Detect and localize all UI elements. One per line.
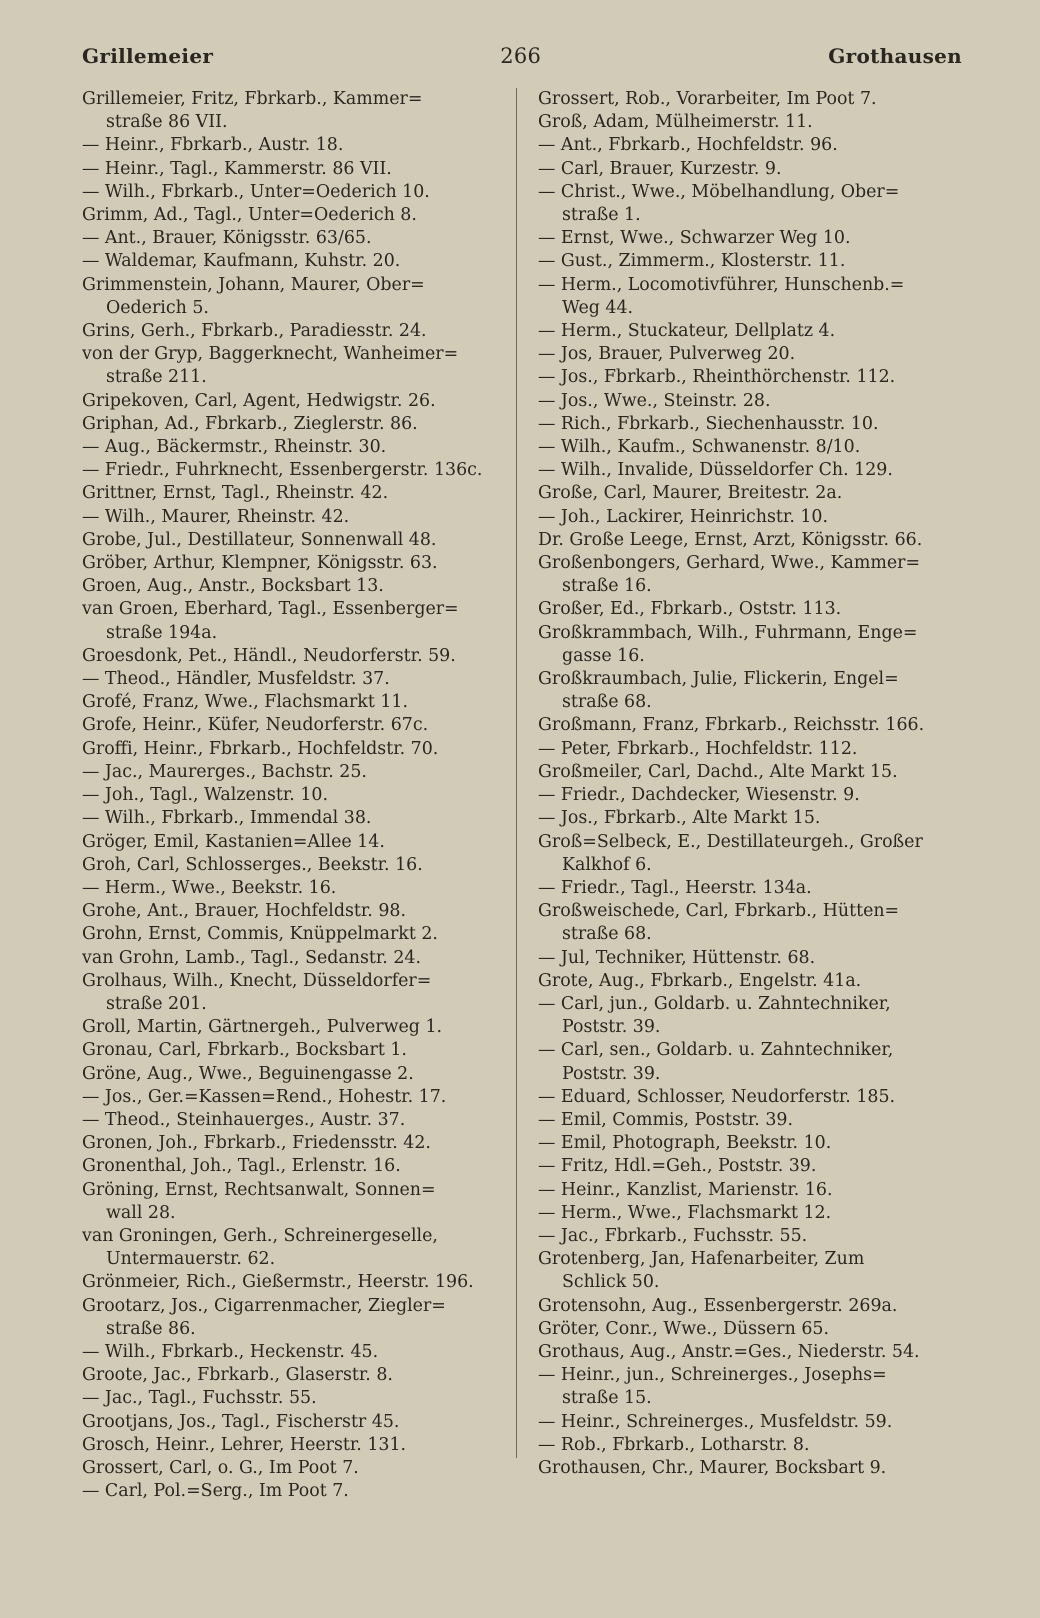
- running-head-left: Grillemeier: [82, 44, 214, 68]
- directory-entry: — Theod., Steinhauerges., Austr. 37.: [82, 1109, 406, 1130]
- directory-entry: Grittner, Ernst, Tagl., Rheinstr. 42.: [82, 483, 389, 504]
- directory-entry: — Friedr., Fuhrknecht, Essenbergerstr. 136c.: [82, 460, 483, 481]
- directory-entry: — Peter, Fbrkarb., Hochfeldstr. 112.: [538, 738, 858, 759]
- directory-entry: — Ant., Brauer, Königsstr. 63/65.: [82, 228, 372, 249]
- directory-entry: Großkraumbach, Julie, Flickerin, Engel=: [538, 669, 899, 690]
- directory-entry: van Groningen, Gerh., Schreinergeselle,: [82, 1225, 438, 1246]
- directory-entry: — Heinr., Schreinerges., Musfeldstr. 59.: [538, 1411, 893, 1432]
- directory-entry: — Ant., Fbrkarb., Hochfeldstr. 96.: [538, 135, 838, 156]
- directory-entry: — Wilh., Maurer, Rheinstr. 42.: [82, 506, 350, 527]
- directory-entry: Grootarz, Jos., Cigarrenmacher, Ziegler=: [82, 1295, 446, 1316]
- directory-entry: — Emil, Photograph, Beekstr. 10.: [538, 1133, 832, 1154]
- directory-entry: — Joh., Lackirer, Heinrichstr. 10.: [538, 506, 829, 527]
- directory-entry: Grimm, Ad., Tagl., Unter=Oederich 8.: [82, 205, 417, 226]
- directory-entry: Groß, Adam, Mülheimerstr. 11.: [538, 112, 813, 133]
- directory-entry: — Carl, Brauer, Kurzestr. 9.: [538, 158, 782, 179]
- directory-entry: — Joh., Tagl., Walzenstr. 10.: [82, 785, 329, 806]
- directory-entry: — Jos., Fbrkarb., Rheinthörchenstr. 112.: [538, 367, 896, 388]
- directory-entry: Grosch, Heinr., Lehrer, Heerstr. 131.: [82, 1434, 407, 1455]
- directory-entry: Grofé, Franz, Wwe., Flachsmarkt 11.: [82, 692, 409, 713]
- page-number: 266: [500, 44, 542, 68]
- directory-entry: Großweischede, Carl, Fbrkarb., Hütten=: [538, 901, 900, 922]
- directory-entry: von der Gryp, Baggerknecht, Wanheimer=: [82, 344, 459, 365]
- directory-entry: Grins, Gerh., Fbrkarb., Paradiesstr. 24.: [82, 321, 427, 342]
- directory-entry: Groll, Martin, Gärtnergeh., Pulverweg 1.: [82, 1017, 443, 1038]
- directory-entry: Gröber, Arthur, Klempner, Königsstr. 63.: [82, 553, 438, 574]
- directory-entry-continuation: Schlick 50.: [562, 1272, 660, 1293]
- directory-entry: Großer, Ed., Fbrkarb., Oststr. 113.: [538, 599, 842, 620]
- directory-entry: — Jac., Tagl., Fuchsstr. 55.: [82, 1388, 317, 1409]
- directory-entry-continuation: straße 86 VII.: [106, 112, 228, 133]
- directory-entry: Großmeiler, Carl, Dachd., Alte Markt 15.: [538, 761, 898, 782]
- directory-entry: — Herm., Wwe., Flachsmarkt 12.: [538, 1202, 832, 1223]
- directory-entry-continuation: straße 211.: [106, 367, 207, 388]
- directory-entry: — Gust., Zimmerm., Klosterstr. 11.: [538, 251, 846, 272]
- directory-entry: — Herm., Stuckateur, Dellplatz 4.: [538, 321, 836, 342]
- directory-entry-continuation: Oederich 5.: [106, 297, 209, 318]
- directory-entry: — Aug., Bäckermstr., Rheinstr. 30.: [82, 437, 387, 458]
- directory-entry: Groß=Selbeck, E., Destillateurgeh., Großer: [538, 831, 923, 852]
- directory-entry-continuation: straße 68.: [562, 692, 652, 713]
- directory-entry: Grotenberg, Jan, Hafenarbeiter, Zum: [538, 1249, 865, 1270]
- running-head-right: Grothausen: [828, 44, 962, 68]
- directory-entry: Gronenthal, Joh., Tagl., Erlenstr. 16.: [82, 1156, 401, 1177]
- directory-entry: Groote, Jac., Fbrkarb., Glaserstr. 8.: [82, 1365, 393, 1386]
- directory-entry-continuation: straße 16.: [562, 576, 652, 597]
- directory-entry: Gröne, Aug., Wwe., Beguinengasse 2.: [82, 1063, 414, 1084]
- directory-entry: — Ernst, Wwe., Schwarzer Weg 10.: [538, 228, 851, 249]
- directory-entry-continuation: straße 86.: [106, 1318, 196, 1339]
- directory-entry: Großenbongers, Gerhard, Wwe., Kammer=: [538, 553, 921, 574]
- directory-entry: Gronen, Joh., Fbrkarb., Friedensstr. 42.: [82, 1133, 431, 1154]
- directory-entry: — Wilh., Kaufm., Schwanenstr. 8/10.: [538, 437, 861, 458]
- directory-entry: Gröger, Emil, Kastanien=Allee 14.: [82, 831, 385, 852]
- directory-entry-continuation: wall 28.: [106, 1202, 176, 1223]
- directory-entry: Grillemeier, Fritz, Fbrkarb., Kammer=: [82, 89, 423, 109]
- directory-entry: — Heinr., Tagl., Kammerstr. 86 VII.: [82, 158, 392, 179]
- directory-entry-continuation: Weg 44.: [562, 297, 634, 318]
- directory-entry-continuation: straße 68.: [562, 924, 652, 945]
- directory-entry: — Jos., Fbrkarb., Alte Markt 15.: [538, 808, 821, 829]
- directory-entry-continuation: Kalkhof 6.: [562, 854, 652, 875]
- directory-entry: Grobe, Jul., Destillateur, Sonnenwall 48.: [82, 529, 437, 550]
- directory-entry: Groh, Carl, Schlosserges., Beekstr. 16.: [82, 854, 423, 875]
- directory-entry: — Jac., Fbrkarb., Fuchsstr. 55.: [538, 1225, 808, 1246]
- directory-entry: — Jos., Wwe., Steinstr. 28.: [538, 390, 771, 411]
- directory-entry: Groen, Aug., Anstr., Bocksbart 13.: [82, 576, 384, 597]
- directory-entry: — Jos., Ger.=Kassen=Rend., Hohestr. 17.: [82, 1086, 447, 1107]
- directory-entry: Groffi, Heinr., Fbrkarb., Hochfeldstr. 70.: [82, 738, 439, 759]
- directory-entry: — Carl, sen., Goldarb. u. Zahntechniker,: [538, 1040, 894, 1061]
- directory-entry: Grossert, Carl, o. G., Im Poot 7.: [82, 1457, 359, 1478]
- directory-entry: Dr. Große Leege, Ernst, Arzt, Königsstr. 66.: [538, 529, 923, 550]
- page-header: [82, 44, 962, 74]
- directory-entry: — Wilh., Invalide, Düsseldorfer Ch. 129.: [538, 460, 893, 481]
- directory-entry: Großkrammbach, Wilh., Fuhrmann, Enge=: [538, 622, 918, 643]
- directory-entry-continuation: Poststr. 39.: [562, 1017, 661, 1038]
- directory-entry: Gröning, Ernst, Rechtsanwalt, Sonnen=: [82, 1179, 436, 1200]
- directory-entry-continuation: straße 1.: [562, 205, 641, 226]
- directory-entry: van Grohn, Lamb., Tagl., Sedanstr. 24.: [82, 947, 422, 968]
- directory-entry: — Friedr., Tagl., Heerstr. 134a.: [538, 877, 812, 898]
- directory-entry: van Groen, Eberhard, Tagl., Essenberger=: [82, 599, 459, 620]
- directory-entry: Großmann, Franz, Fbrkarb., Reichsstr. 166.: [538, 715, 925, 736]
- directory-entry: — Wilh., Fbrkarb., Unter=Oederich 10.: [82, 181, 430, 202]
- directory-entry-continuation: Untermauerstr. 62.: [106, 1249, 276, 1270]
- directory-entry-continuation: gasse 16.: [562, 645, 645, 666]
- directory-entry-continuation: straße 201.: [106, 993, 207, 1014]
- directory-entry: Gripekoven, Carl, Agent, Hedwigstr. 26.: [82, 390, 436, 411]
- directory-entry: — Christ., Wwe., Möbelhandlung, Ober=: [538, 181, 900, 202]
- directory-entry: Grothausen, Chr., Maurer, Bocksbart 9.: [538, 1457, 887, 1478]
- right-column: [538, 88, 968, 1480]
- directory-entry: Grohe, Ant., Brauer, Hochfeldstr. 98.: [82, 901, 406, 922]
- directory-entry-continuation: straße 15.: [562, 1388, 652, 1409]
- directory-entry: — Rich., Fbrkarb., Siechenhausstr. 10.: [538, 413, 879, 434]
- directory-entry: — Eduard, Schlosser, Neudorferstr. 185.: [538, 1086, 896, 1107]
- directory-entry: Groesdonk, Pet., Händl., Neudorferstr. 59.: [82, 645, 456, 666]
- directory-entry: Gröter, Conr., Wwe., Düssern 65.: [538, 1318, 829, 1339]
- directory-entry: — Jos, Brauer, Pulverweg 20.: [538, 344, 796, 365]
- column-divider: [516, 88, 517, 1458]
- directory-entry: Grofe, Heinr., Küfer, Neudorferstr. 67c.: [82, 715, 429, 736]
- directory-entry: Grothaus, Aug., Anstr.=Ges., Niederstr. 54.: [538, 1341, 920, 1362]
- directory-entry: Grimmenstein, Johann, Maurer, Ober=: [82, 274, 425, 295]
- directory-entry: Grootjans, Jos., Tagl., Fischerstr 45.: [82, 1411, 400, 1432]
- directory-entry-continuation: Poststr. 39.: [562, 1063, 661, 1084]
- directory-entry: — Rob., Fbrkarb., Lotharstr. 8.: [538, 1434, 810, 1455]
- directory-entry: — Jul, Techniker, Hüttenstr. 68.: [538, 947, 816, 968]
- directory-entry: Grohn, Ernst, Commis, Knüppelmarkt 2.: [82, 924, 438, 945]
- directory-entry: — Herm., Locomotivführer, Hunschenb.=: [538, 274, 905, 295]
- directory-entry: — Theod., Händler, Musfeldstr. 37.: [82, 669, 390, 690]
- directory-entry: Griphan, Ad., Fbrkarb., Zieglerstr. 86.: [82, 413, 418, 434]
- directory-entry: — Carl, Pol.=Serg., Im Poot 7.: [82, 1481, 349, 1502]
- directory-entry: — Heinr., Kanzlist, Marienstr. 16.: [538, 1179, 833, 1200]
- directory-entry: Grote, Aug., Fbrkarb., Engelstr. 41a.: [538, 970, 862, 991]
- directory-entry: — Carl, jun., Goldarb. u. Zahntechniker,: [538, 993, 891, 1014]
- left-column: [82, 88, 492, 1503]
- directory-entry: Gronau, Carl, Fbrkarb., Bocksbart 1.: [82, 1040, 407, 1061]
- directory-entry: — Friedr., Dachdecker, Wiesenstr. 9.: [538, 785, 860, 806]
- directory-entry: — Jac., Maurerges., Bachstr. 25.: [82, 761, 367, 782]
- directory-entry: — Fritz, Hdl.=Geh., Poststr. 39.: [538, 1156, 817, 1177]
- directory-entry: — Wilh., Fbrkarb., Immendal 38.: [82, 808, 372, 829]
- directory-entry-continuation: straße 194a.: [106, 622, 218, 643]
- directory-entry: — Heinr., Fbrkarb., Austr. 18.: [82, 135, 344, 156]
- directory-entry: Grotensohn, Aug., Essenbergerstr. 269a.: [538, 1295, 898, 1316]
- directory-entry: Grolhaus, Wilh., Knecht, Düsseldorfer=: [82, 970, 432, 991]
- directory-entry: — Wilh., Fbrkarb., Heckenstr. 45.: [82, 1341, 379, 1362]
- directory-entry: — Herm., Wwe., Beekstr. 16.: [82, 877, 337, 898]
- directory-entry: Große, Carl, Maurer, Breitestr. 2a.: [538, 483, 843, 504]
- directory-entry: — Waldemar, Kaufmann, Kuhstr. 20.: [82, 251, 401, 272]
- directory-entry: Grönmeier, Rich., Gießermstr., Heerstr. 196.: [82, 1272, 474, 1293]
- directory-entry: — Heinr., jun., Schreinerges., Josephs=: [538, 1365, 887, 1386]
- directory-entry: — Emil, Commis, Poststr. 39.: [538, 1109, 793, 1130]
- directory-entry: Grossert, Rob., Vorarbeiter, Im Poot 7.: [538, 89, 877, 109]
